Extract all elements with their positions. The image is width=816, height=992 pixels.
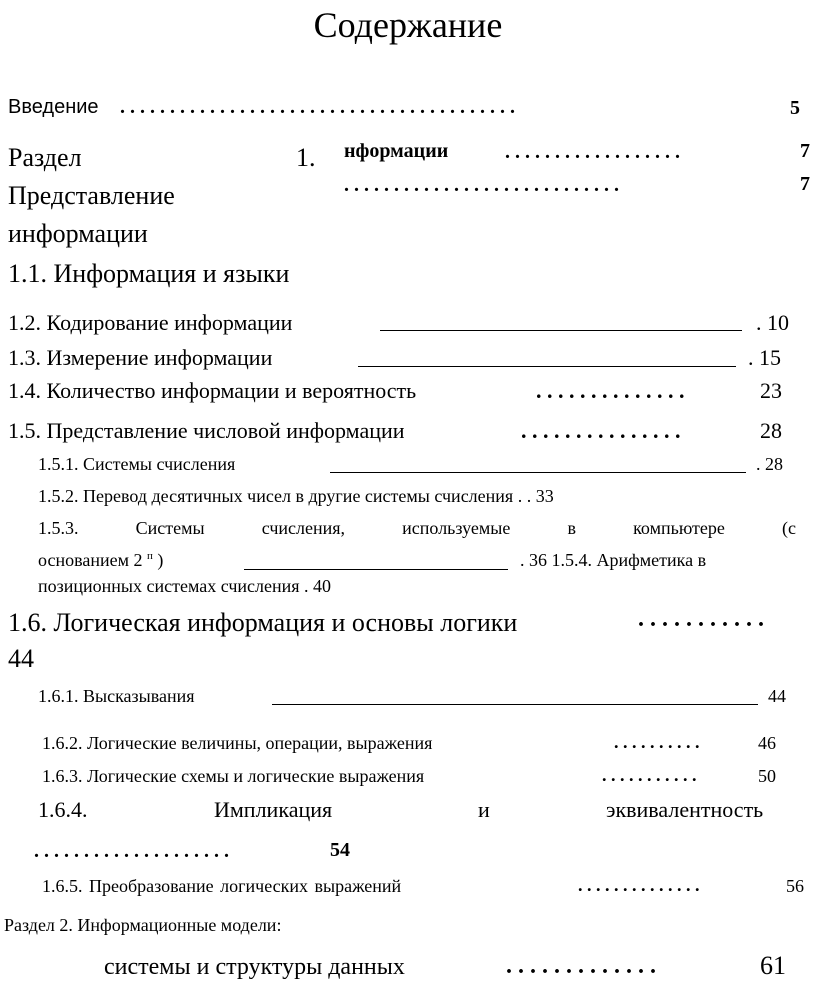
toc-entry-1-5-3-paren: )	[157, 550, 164, 570]
section2-label: Раздел 2. Информационные модели:	[4, 915, 282, 935]
toc-entry-1-4-label: 1.4. Количество информации и вероятность	[8, 378, 417, 403]
section1-page-2: 7	[800, 173, 810, 195]
toc-entry-1-6-1-leader	[272, 704, 758, 705]
toc-entry-1-5-label: 1.5. Представление числовой информации	[8, 418, 405, 443]
toc-entry-1-5-4-line2: позиционных системах счисления . 40	[38, 576, 332, 596]
toc-entry-1-6-4-page: 54	[330, 839, 350, 861]
toc-entry-1-6-4-word-1: Импликация	[214, 797, 333, 822]
toc-entry-1-2-label: 1.2. Кодирование информации	[8, 310, 293, 335]
toc-entry-1-5-page: 28	[760, 418, 782, 443]
toc-entry-1-5-3-leader	[244, 569, 508, 570]
section1-label-line2: Представление	[8, 181, 175, 210]
toc-entry-1-5-3-page: . 36 1.5.4. Арифметика в	[520, 550, 707, 570]
toc-entry-1-6-4-number: 1.6.4.	[38, 797, 88, 822]
toc-entry-1-6-5-dots: . . . . . . . . . . . . . .	[578, 875, 700, 895]
toc-entry-1-6-3-page: 50	[758, 766, 776, 786]
toc-entry-1-5-1-leader	[330, 472, 746, 473]
toc-entry-1-6-1-label: 1.6.1. Высказывания	[38, 686, 195, 706]
toc-entry-1-6-2-page: 46	[758, 733, 776, 753]
toc-entry-1-6-5-page: 56	[786, 876, 804, 896]
toc-entry-1-6-4-dots: . . . . . . . . . . . . . . . . . . . .	[34, 840, 229, 862]
section2-subtitle: системы и структуры данных	[104, 954, 405, 980]
toc-entry-1-2-leader	[380, 330, 742, 331]
toc-entry-1-5-dots: . . . . . . . . . . . . . . .	[521, 418, 681, 443]
toc-entry-1-6-1-page: 44	[768, 686, 786, 706]
toc-entry-1-3-page: . 15	[748, 345, 781, 370]
toc-entry-1-6-3-dots: . . . . . . . . . . .	[602, 765, 697, 785]
toc-entry-1-5-2: 1.5.2. Перевод десятичных чисел в другие системы счисления . . 33	[38, 486, 554, 506]
toc-entry-1-6-dots: . . . . . . . . . . .	[638, 606, 764, 632]
toc-entry-1-5-3-line2	[38, 550, 163, 571]
toc-entry-1-6-page: 44	[8, 644, 34, 673]
toc-entry-1-6-4-word-3: эквивалентность	[606, 797, 764, 822]
section1-dots-1: . . . . . . . . . . . . . . . . . .	[505, 141, 680, 163]
section1-dots-2: . . . . . . . . . . . . . . . . . . . . . . . . . . . .	[344, 174, 619, 196]
toc-entry-1-6-2-label: 1.6.2. Логические величины, операции, выражения	[42, 733, 433, 753]
toc-entry-1-6-3-label: 1.6.3. Логические схемы и логические выражения	[42, 766, 425, 786]
toc-intro-label: Введение	[8, 96, 99, 118]
section1-label-line1: Раздел	[8, 143, 82, 172]
toc-entry-1-2-page: . 10	[756, 310, 789, 335]
section2-dots: . . . . . . . . . . . . .	[506, 953, 656, 979]
toc-entry-1-6-4-word-2: и	[478, 797, 490, 822]
toc-intro-page: 5	[790, 97, 800, 119]
toc-entry-1-5-3-line1: 1.5.3. Системы счисления, используемые в компьютере (с	[38, 518, 796, 538]
section2-page: 61	[760, 951, 786, 980]
toc-entry-1-3-leader	[358, 366, 736, 367]
toc-entry-1-6-label: 1.6. Логическая информация и основы логики	[8, 608, 518, 637]
toc-entry-1-6-2-dots: . . . . . . . . . .	[614, 732, 700, 752]
section1-label-line3: информации	[8, 219, 148, 248]
toc-entry-1-6-5-label: 1.6.5. Преобразование логических выражений	[42, 876, 402, 896]
section1-page-1: 7	[800, 140, 810, 162]
toc-intro-dots: . . . . . . . . . . . . . . . . . . . . . . . . . . . . . . . . . . . . . . . .	[120, 96, 515, 118]
section1-right-label: нформации	[344, 140, 449, 162]
toc-entry-1-5-3-superscript: п	[146, 550, 153, 562]
toc-entry-1-1: 1.1. Информация и языки	[8, 259, 290, 288]
page-title: Содержание	[313, 5, 503, 45]
toc-entry-1-5-1-label: 1.5.1. Системы счисления	[38, 454, 236, 474]
toc-entry-1-4-dots: . . . . . . . . . . . . . .	[536, 378, 685, 403]
toc-entry-1-3-label: 1.3. Измерение информации	[8, 345, 273, 370]
toc-entry-1-5-1-page: . 28	[756, 454, 783, 474]
toc-entry-1-5-3-text: основанием 2	[38, 550, 143, 570]
toc-entry-1-4-page: 23	[760, 378, 782, 403]
section1-number: 1.	[296, 143, 316, 172]
